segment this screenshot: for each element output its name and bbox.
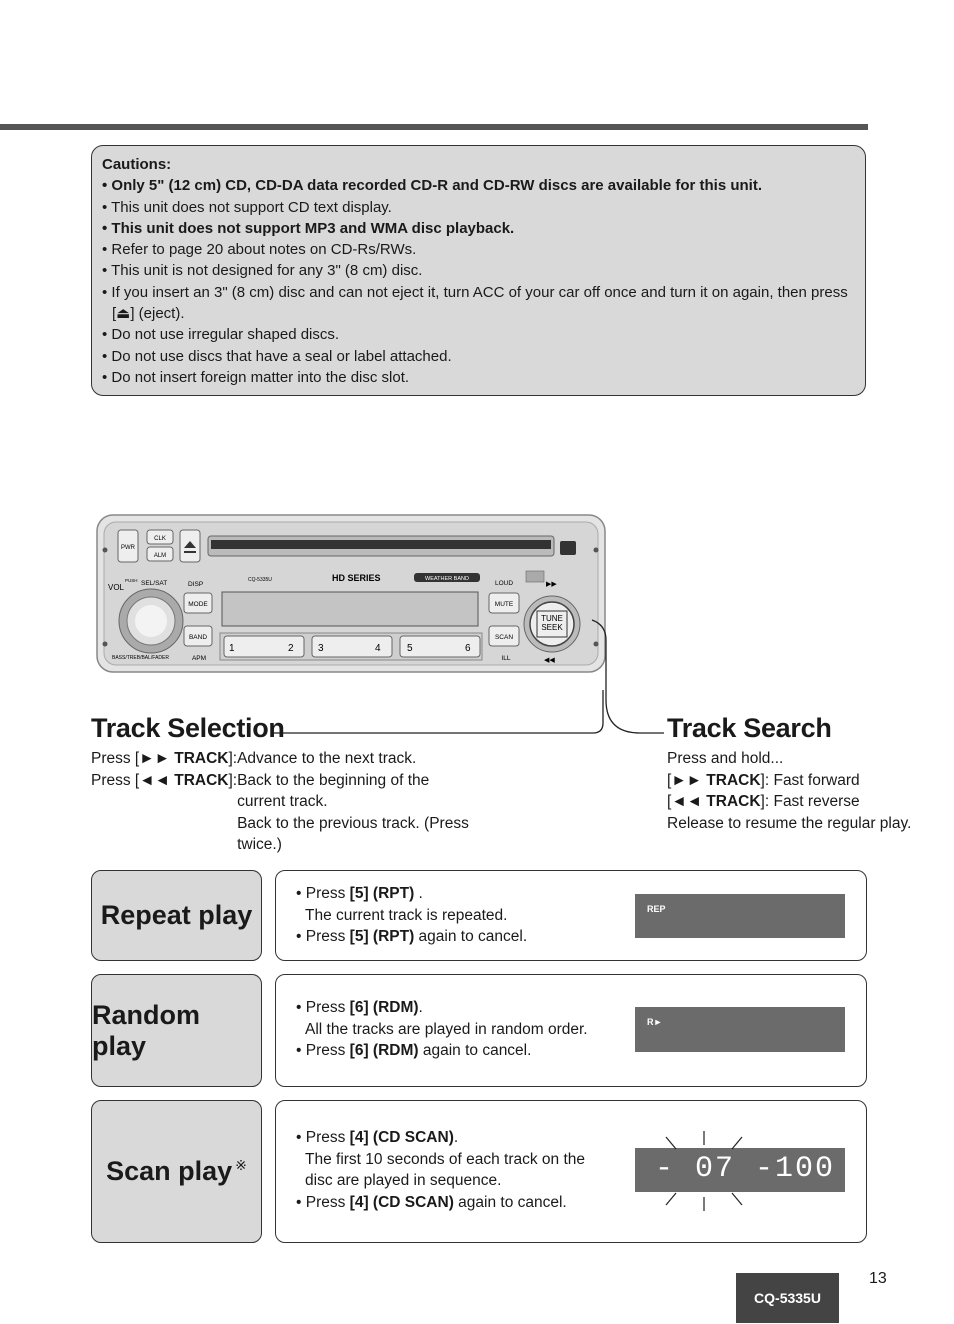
sel-sat-label: SEL/SAT: [141, 580, 168, 587]
pwr-button: PWR: [121, 545, 135, 551]
caution-item: • Do not use discs that have a seal or label attached.: [102, 347, 452, 365]
push-label: PUSH: [125, 578, 138, 583]
track-selection-desc: [237, 748, 471, 770]
band-button: BAND: [188, 634, 208, 641]
scan-line-2: The first 10 seconds of each track on the disc are played in sequence.: [305, 1150, 586, 1189]
page-number: 13: [869, 1270, 887, 1287]
cautions-title: Cautions:: [102, 156, 172, 173]
clk-button: CLK: [154, 536, 166, 542]
preset-4: 4: [375, 643, 381, 654]
track-selection-row: [91, 748, 471, 770]
ff-label: ▶▶: [546, 581, 557, 588]
mode-button: MODE: [188, 601, 208, 608]
rep-indicator: REP: [647, 904, 666, 914]
random-line-3: • Press [6] (RDM) again to cancel.: [296, 1042, 532, 1059]
disp-label: DISP: [188, 581, 204, 588]
track-selection-key: Press [◄◄ TRACK]:: [91, 771, 238, 789]
scan-button: SCAN: [494, 634, 514, 641]
caution-item: • This unit does not support CD text display.: [102, 198, 392, 216]
repeat-play-title: Repeat play: [91, 870, 262, 961]
random-play-title: Random play: [91, 974, 262, 1087]
loud-label: LOUD: [495, 580, 514, 587]
random-line-1: • Press [6] (RDM).: [296, 999, 423, 1016]
track-selection-line: Advance to the next track.: [237, 750, 417, 767]
track-selection-line: Back to the beginning of the current track.: [237, 771, 430, 810]
rew-label: ◀◀: [544, 657, 555, 664]
track-search-rew: [◄◄ TRACK]: Fast reverse: [667, 793, 860, 810]
caution-item: • Do not insert foreign matter into the disc slot.: [102, 368, 410, 386]
vol-label: VOL: [108, 583, 125, 592]
weather-band-logo: WEATHER BAND: [425, 576, 469, 582]
repeat-lcd: [635, 894, 845, 938]
blink-marks: [656, 1131, 756, 1211]
scan-line-3: • Press [4] (CD SCAN) again to cancel.: [296, 1193, 567, 1211]
model-small-label: CQ-5335U: [248, 577, 272, 583]
track-search-heading: Track Search: [667, 713, 832, 743]
random-play-panel: [275, 974, 867, 1087]
random-lcd: [635, 1007, 845, 1052]
repeat-line-1: • Press [5] (RPT) .: [296, 885, 423, 902]
track-search-text: [667, 748, 947, 834]
apm-label: APM: [191, 655, 207, 662]
track-selection-row: [91, 770, 471, 856]
scan-play-title: Scan play ※: [91, 1100, 262, 1243]
caution-item: • Do not use irregular shaped discs.: [102, 326, 340, 344]
caution-item: • This unit does not support MP3 and WMA disc playback.: [102, 219, 515, 237]
track-selection-text: [91, 748, 471, 856]
track-selection-line: Back to the previous track. (Press twice.): [237, 814, 469, 853]
mute-button: MUTE: [494, 601, 514, 608]
track-search-ff: [►► TRACK]: Fast forward: [667, 771, 860, 789]
track-search-intro: Press and hold...: [667, 750, 784, 767]
seek-label: SEEK: [541, 623, 563, 632]
repeat-play-panel: [275, 870, 867, 961]
caution-item: • This unit is not designed for any 3" (8 cm) disc.: [102, 262, 423, 280]
track-selection-heading: Track Selection: [91, 713, 285, 743]
preset-6: 6: [465, 643, 471, 654]
repeat-line-3: • Press [5] (RPT) again to cancel.: [296, 928, 528, 945]
track-selection-key: Press [►► TRACK]:: [91, 750, 238, 767]
hd-series-logo: HD SERIES: [332, 573, 381, 583]
scan-lcd-readout: - 07 -100: [655, 1152, 836, 1186]
preset-3: 3: [318, 643, 324, 654]
rdm-indicator: R►: [647, 1017, 663, 1027]
preset-2: 2: [288, 643, 294, 654]
repeat-line-2: The current track is repeated.: [305, 906, 508, 924]
scan-line-1: • Press [4] (CD SCAN).: [296, 1129, 459, 1146]
tune-label: TUNE: [541, 614, 563, 623]
scan-note-mark: ※: [235, 1157, 247, 1173]
preset-5: 5: [407, 643, 413, 654]
caution-item: • If you insert an 3" (8 cm) disc and can not eject it, turn ACC of your car off once and turn it on again, then press [⏏] (eject).: [102, 283, 848, 323]
track-search-outro: Release to resume the regular play.: [667, 814, 912, 832]
caution-item: • Refer to page 20 about notes on CD-Rs/RWs.: [102, 241, 417, 259]
ill-label: ILL: [501, 655, 511, 662]
random-line-2: All the tracks are played in random order.: [305, 1020, 588, 1038]
scan-play-panel: [275, 1100, 867, 1243]
track-selection-desc: [237, 770, 471, 856]
alm-button: ALM: [153, 553, 167, 559]
caution-item: • Only 5" (12 cm) CD, CD-DA data recorded CD-R and CD-RW discs are available for this unit.: [102, 177, 762, 195]
preset-1: 1: [229, 643, 235, 654]
bass-label: BASS/TREB/BAL/FADER: [112, 655, 169, 661]
model-badge: CQ-5335U: [736, 1273, 839, 1323]
